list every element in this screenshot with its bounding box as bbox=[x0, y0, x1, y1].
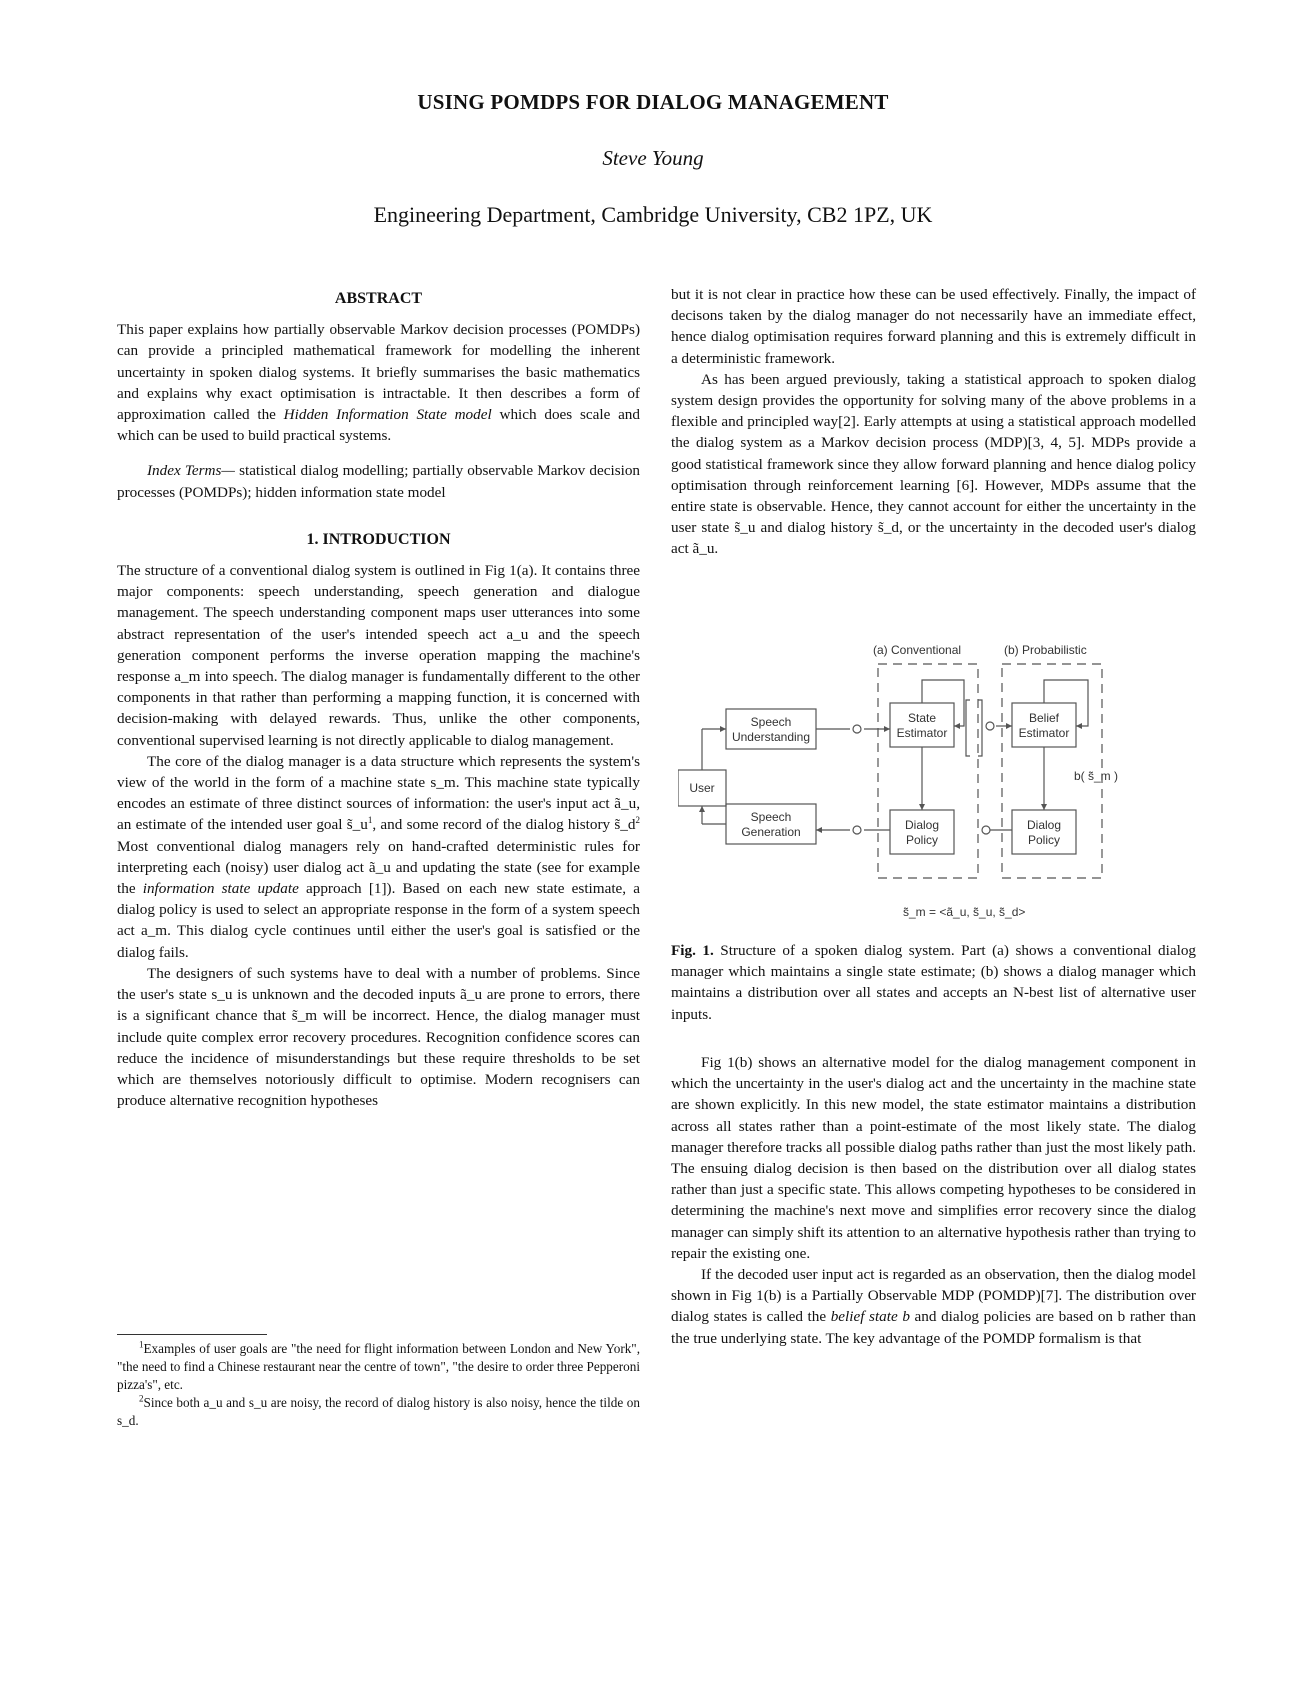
formula: s̃_m = <ã_u, s̃_u, s̃_d> bbox=[903, 905, 1026, 919]
abstract-text bbox=[117, 319, 640, 446]
right-paragraph-4 bbox=[671, 1264, 1196, 1349]
right-paragraph-2: As has been argued previously, taking a statistical approach to spoken dialog system design provides the opportunity for solving many of the above problems in a flexible and principled way[2]. Early attempts at using a statistical approach modelled the dialog system as a Markov decision process (MDP)[3, 4, 5]. MDPs provide a good statistical framework since they allow forward planning and hence dialog policy optimisation through reinforcement learning [6]. However, MDPs assume that the entire state is observable. Hence, they cannot account for either the uncertainty in the user state s̃_u and dialog history s̃_d, or the uncertainty in the decoded user's dialog act ã_u. bbox=[671, 370, 1196, 558]
intro-paragraph-3: The designers of such systems have to deal with a number of problems. Since the user's state s_u is unknown and the decoded inputs ã_u are prone to errors, there is a significant chance that s̃_m will be incorrect. Hence, the dialog manager must include quite complex error recovery procedures. Recognition confidence scores can reduce the incidence of misunderstandings but these require thresholds to be set which are themselves notoriously difficult to optimise. Modern recognisers can produce alternative recognition hypotheses bbox=[117, 964, 640, 1110]
se-line1: State bbox=[907, 711, 937, 725]
box-belief-estimator bbox=[1012, 703, 1076, 747]
sg-line2: Generation bbox=[741, 825, 801, 839]
abstract-text-main: This paper explains how partially observable Markov decision processes (POMDPs) can provide a principled mathematical framework for modelling the inherent uncertainty in spoken dialog systems. It briefly summarises the basic mathematics and explains why exact optimisation is intractable. It then describes a form of approximation called the bbox=[117, 321, 640, 424]
figure-1-diagram bbox=[678, 640, 1198, 922]
right-p4-part-b: and dialog policies are based on b rather than the true underlying state. The key advantage of the POMDP formalism is that bbox=[671, 1308, 1196, 1347]
footnote-ref-2: 2 bbox=[635, 815, 640, 826]
right-column bbox=[671, 284, 1196, 560]
abstract-text-end: which does scale and which can be used to build practical systems. bbox=[117, 406, 640, 445]
box-state-estimator bbox=[890, 703, 954, 747]
figure-caption-label: Fig. 1. bbox=[671, 942, 714, 959]
figure-caption bbox=[671, 940, 1196, 1025]
paper-author: Steve Young bbox=[602, 146, 704, 170]
dp-b-line2: Policy bbox=[1027, 833, 1061, 847]
intro-paragraph-2 bbox=[117, 751, 640, 963]
right-paragraph-3: Fig 1(b) shows an alternative model for the dialog management component in which the uncertainty in the user's dialog act and the uncertainty in the machine state are shown explicitly. In this new model, the state estimator maintains a distribution across all states rather than a point-estimate of the most likely state. The dialog manager therefore tracks all possible dialog paths rather than just the most likely path. The ensuing dialog decision is then based on the distribution over all dialog states rather than just a specific state. This allows competing hypotheses to be considered in determining the machine's next move and simplifies error recovery since the dialog manager can simply shift its attention to an alternative hypothesis rather than trying to repair the existing one. bbox=[671, 1054, 1196, 1262]
spacer bbox=[117, 446, 640, 460]
figure-1 bbox=[678, 640, 1198, 922]
user-label: User bbox=[689, 781, 715, 795]
sg-line1: Speech bbox=[750, 810, 792, 824]
intro-p2-part-c: Most conventional dialog managers rely on hand-crafted deterministic rules for interpreting each (noisy) user dialog act ã_u and updating the state (see for example the bbox=[117, 837, 640, 898]
dp-a-line1: Dialog bbox=[904, 818, 940, 832]
right-p4-part-a: If the decoded user input act is regarded as an observation, then the dialog model shown in Fig 1(b) is a Partially Observable MDP (POMDP)[7]. The distribution over dialog states is called the bbox=[671, 1266, 1196, 1326]
intro-heading: 1. INTRODUCTION bbox=[306, 530, 451, 548]
label-probabilistic: (b) Probabilistic bbox=[1004, 643, 1087, 657]
footnote-2 bbox=[117, 1394, 640, 1430]
se-line2: Estimator bbox=[896, 726, 948, 740]
intro-p2-part-a: The core of the dialog manager is a data structure which represents the system's view of the world in the form of a machine state s_m. This machine state typically encodes an estimate of three distinct sources of information: the user's input act ã_u, an estimate of the intended user goal s̃_u bbox=[117, 752, 640, 834]
footnote-2-text: Since both a_u and s_u are noisy, the record of dialog history is also noisy, hence the tilde on s_d. bbox=[117, 1395, 640, 1428]
right-paragraph-1: but it is not clear in practice how these can be used effectively. Finally, the impact of decisons taken by the dialog manager do not necessarily have an immediate effect, hence dialog optimisation requires forward planning and this is extremely difficult in a deterministic framework. bbox=[671, 286, 1196, 367]
index-terms bbox=[117, 460, 640, 502]
box-dialog-policy-b bbox=[1012, 810, 1076, 854]
su-line1: Speech bbox=[750, 715, 792, 729]
footnote-rule bbox=[117, 1334, 267, 1335]
index-terms-text: statistical dialog modelling; partially observable Markov decision processes (POMDPs); hidden information state model bbox=[117, 462, 641, 501]
intro-p2-part-d: approach [1]). Based on each new state estimate, a dialog policy is used to select an appropriate response in the form of a system speech act a_m. This dialog cycle continues until either the user's goal is satisfied or the dialog fails. bbox=[117, 880, 640, 961]
be-line1: Belief bbox=[1028, 711, 1060, 725]
su-line2: Understanding bbox=[731, 730, 811, 744]
footnote-1 bbox=[117, 1340, 640, 1394]
paper-affiliation: Engineering Department, Cambridge University, CB2 1PZ, UK bbox=[373, 202, 933, 227]
left-column bbox=[117, 284, 640, 1111]
footnote-1-text: Examples of user goals are "the need for flight information between London and New York", "the need to find a Chinese restaurant near the centre of town", "the desire to order three Pepperoni pizza's", etc. bbox=[117, 1341, 640, 1392]
be-line2: Estimator bbox=[1018, 726, 1070, 740]
figure-caption-text: Structure of a spoken dialog system. Part (a) shows a conventional dialog manager which maintains a single state estimate; (b) shows a dialog manager which maintains a distribution over all states and accepts an N-best list of alternative user inputs. bbox=[671, 942, 1197, 1023]
box-dialog-policy-a bbox=[890, 810, 954, 854]
footnote-mark-2: 2 bbox=[139, 1393, 144, 1404]
dp-a-line2: Policy bbox=[905, 833, 939, 847]
label-conventional: (a) Conventional bbox=[873, 643, 962, 657]
abstract-heading: ABSTRACT bbox=[334, 290, 423, 307]
dp-b-line1: Dialog bbox=[1026, 818, 1062, 832]
intro-p2-part-b: , and some record of the dialog history s̃_d bbox=[372, 816, 636, 834]
footnote-ref-1: 1 bbox=[367, 815, 373, 826]
footnote-mark-1: 1 bbox=[139, 1339, 144, 1350]
abstract-italic: Hidden Information State model bbox=[283, 406, 492, 424]
paper-title: USING POMDPS FOR DIALOG MANAGEMENT bbox=[417, 90, 889, 114]
spacer bbox=[117, 503, 640, 525]
intro-p2-italic: information state update bbox=[142, 880, 299, 898]
right-p4-italic: belief state b bbox=[830, 1308, 910, 1326]
footnotes bbox=[117, 1340, 640, 1430]
intro-paragraph-1: The structure of a conventional dialog system is outlined in Fig 1(a). It contains three major components: speech understanding, speech generation and dialogue management. The speech understanding component maps user utterances into some abstract representation of the user's intended speech act a_u and the speech generation component performs the inverse operation mapping the machine's response a_m into speech. The dialog manager is fundamentally different to the other components in that rather than performing a mapping function, it is concerned with decision-making with delayed rewards. Thus, unlike the other components, conventional supervised learning is not directly applicable to dialog management. bbox=[117, 562, 640, 749]
index-terms-label: Index Terms— bbox=[147, 462, 235, 480]
right-column-lower bbox=[671, 1052, 1196, 1349]
b-label: b( s̃_m ) bbox=[1074, 769, 1119, 783]
